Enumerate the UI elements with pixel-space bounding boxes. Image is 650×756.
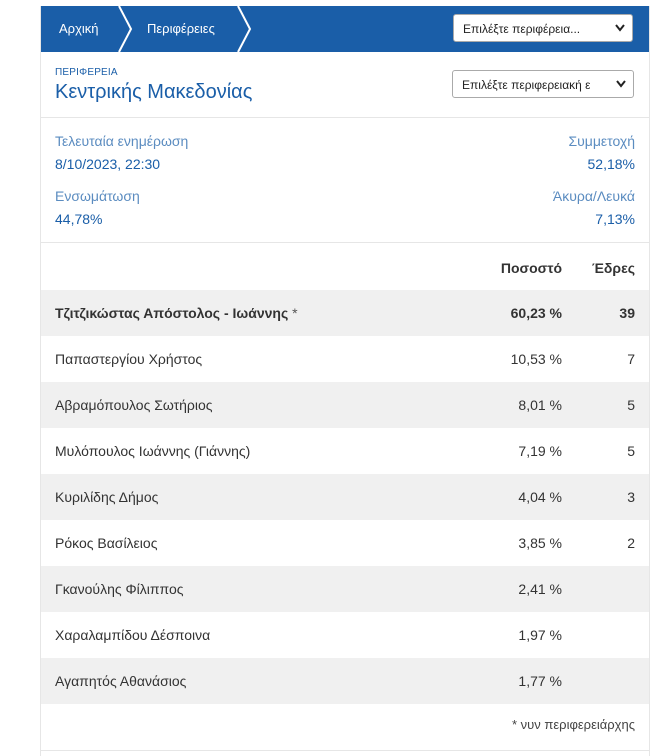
- table-row: [41, 658, 649, 704]
- candidate-percent: 1,97 %: [518, 627, 562, 643]
- candidate-name: Κυριλίδης Δήμος: [55, 489, 159, 505]
- candidate-name: Αγαπητός Αθανάσιος: [55, 673, 187, 689]
- page-title: Κεντρικής Μακεδονίας: [55, 81, 253, 103]
- candidate-seats: 7: [627, 351, 635, 367]
- breadcrumb-separator-icon: [234, 6, 254, 52]
- table-row: [41, 382, 649, 428]
- regional-unit-select[interactable]: [452, 70, 634, 98]
- table-row: [41, 290, 649, 336]
- integration-label: Ενσωμάτωση: [55, 188, 140, 204]
- region-label: ΠΕΡΙΦΕΡΕΙΑ: [55, 67, 118, 78]
- breadcrumb-regions-link[interactable]: Περιφέρειες: [147, 21, 215, 36]
- candidate-name: Γκανούλης Φίλιππος: [55, 581, 184, 597]
- divider: [41, 750, 649, 751]
- last-update-label: Τελευταία ενημέρωση: [55, 133, 189, 149]
- divider: [41, 242, 649, 243]
- turnout-label: Συμμετοχή: [568, 133, 635, 149]
- candidate-name: Παπαστεργίου Χρήστος: [55, 351, 203, 367]
- candidate-percent: 60,23 %: [510, 305, 562, 321]
- region-select[interactable]: [453, 14, 633, 42]
- breadcrumb-separator-icon: [115, 6, 135, 52]
- incumbent-mark: *: [292, 305, 298, 321]
- invalid-blank-label: Άκυρα/Λευκά: [552, 188, 635, 204]
- table-row: [41, 474, 649, 520]
- candidate-percent: 8,01 %: [518, 397, 562, 413]
- breadcrumb-home-link[interactable]: Αρχική: [59, 21, 99, 36]
- regional-unit-select-value: Επιλέξτε περιφερειακή ε: [462, 78, 591, 92]
- candidate-seats: 3: [627, 489, 635, 505]
- candidate-seats: 5: [627, 397, 635, 413]
- candidate-name: Τζιτζικώστας Απόστολος - Ιωάννης *: [55, 305, 298, 321]
- candidate-percent: 2,41 %: [518, 581, 562, 597]
- divider: [41, 117, 649, 118]
- invalid-blank-value: 7,13%: [595, 211, 635, 227]
- candidate-percent: 3,85 %: [518, 535, 562, 551]
- last-update-value: 8/10/2023, 22:30: [55, 156, 161, 172]
- integration-value: 44,78%: [55, 211, 103, 227]
- chevron-down-icon: [615, 24, 625, 32]
- chevron-down-icon: [616, 80, 626, 88]
- candidate-name: Μυλόπουλος Ιωάννης (Γιάννης): [55, 443, 251, 459]
- region-select-value: Επιλέξτε περιφέρεια...: [463, 22, 581, 36]
- candidate-seats: 2: [627, 535, 635, 551]
- column-header-seats: Έδρες: [591, 260, 635, 276]
- results-panel: [40, 6, 650, 756]
- table-row: [41, 520, 649, 566]
- candidate-seats: 5: [627, 443, 635, 459]
- candidate-percent: 4,04 %: [518, 489, 562, 505]
- candidate-seats: 39: [619, 305, 635, 321]
- table-row: [41, 428, 649, 474]
- candidate-percent: 10,53 %: [510, 351, 562, 367]
- table-row: [41, 566, 649, 612]
- candidate-name: Χαραλαμπίδου Δέσποινα: [55, 627, 211, 643]
- candidate-name: Ρόκος Βασίλειος: [55, 535, 158, 551]
- table-row: [41, 336, 649, 382]
- breadcrumb-bar: [41, 6, 649, 52]
- footnote: * νυν περιφερειάρχης: [512, 717, 635, 732]
- table-row: [41, 612, 649, 658]
- column-header-percent: Ποσοστό: [500, 260, 562, 276]
- candidate-percent: 7,19 %: [518, 443, 562, 459]
- candidate-name: Αβραμόπουλος Σωτήριος: [55, 397, 213, 413]
- candidate-percent: 1,77 %: [518, 673, 562, 689]
- turnout-value: 52,18%: [587, 156, 635, 172]
